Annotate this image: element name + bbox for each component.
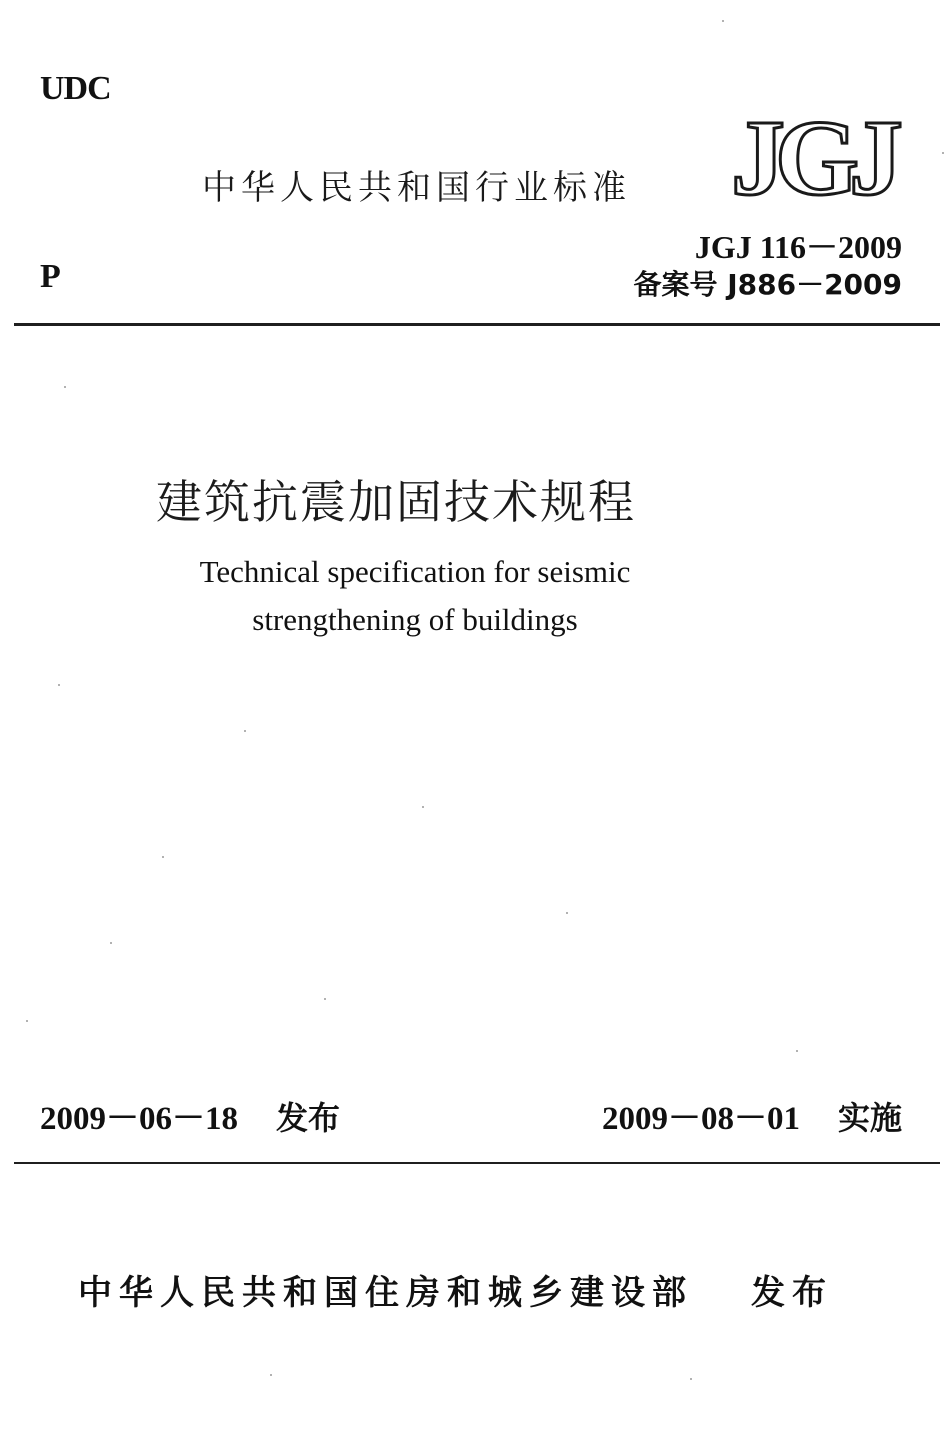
issued-date-block	[40, 1092, 340, 1139]
title-chinese: 建筑抗震加固技术规程	[156, 475, 636, 529]
title-english-line2: strengthening of buildings	[252, 602, 578, 637]
scan-speck	[244, 730, 246, 732]
scan-speck	[64, 386, 66, 388]
standard-type: 中华人民共和国行业标准	[202, 168, 631, 208]
scan-speck	[26, 1020, 28, 1022]
bottom-divider	[14, 1162, 940, 1164]
effective-date: 2009－08－01	[601, 1101, 800, 1137]
publisher-name: 中华人民共和国住房和城乡建设部	[78, 1273, 693, 1313]
scan-speck	[324, 998, 326, 1000]
classification-letter: P	[40, 258, 61, 295]
standard-number-block	[633, 228, 902, 304]
scan-speck	[942, 152, 944, 154]
title-english	[150, 548, 680, 644]
scan-speck	[422, 806, 424, 808]
publisher-block	[78, 1265, 833, 1314]
issued-label: 发布	[276, 1099, 341, 1137]
jgj-logo	[720, 110, 905, 202]
effective-label: 实施	[837, 1099, 902, 1137]
top-divider	[14, 323, 940, 326]
issued-date: 2009－06－18	[40, 1101, 238, 1137]
scan-speck	[796, 1050, 798, 1052]
scan-speck	[110, 942, 112, 944]
record-number: 备案号 J886－2009	[633, 268, 902, 301]
scan-speck	[690, 1378, 692, 1380]
effective-date-block	[602, 1092, 902, 1139]
scan-speck	[566, 912, 568, 914]
standard-number: JGJ 116－2009	[694, 229, 902, 265]
scan-speck	[58, 684, 60, 686]
scan-speck	[270, 1374, 272, 1376]
title-english-line1: Technical specification for seismic	[199, 554, 631, 589]
udc-label: UDC	[40, 70, 111, 107]
scan-speck	[162, 856, 164, 858]
publisher-action: 发布	[751, 1273, 833, 1313]
logo-text: JGJ	[730, 110, 894, 202]
scan-speck	[722, 20, 724, 22]
